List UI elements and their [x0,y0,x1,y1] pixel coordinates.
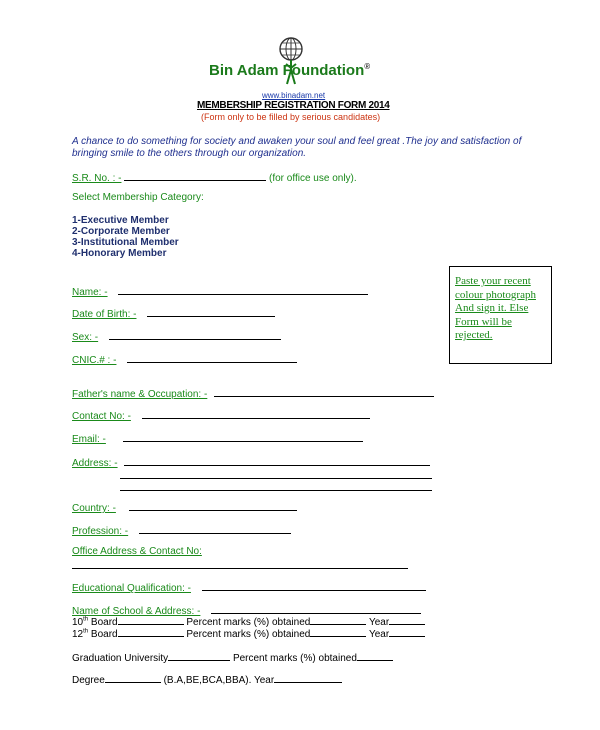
sex-row [72,329,281,343]
address-input-1[interactable] [124,455,430,466]
category-item-honorary[interactable]: 4-Honorary Member [72,248,167,259]
school-input[interactable] [211,603,421,614]
tenth-num: 10 [72,617,84,628]
twelfth-percent-input[interactable] [310,626,366,637]
dob-label: Date of Birth: - [72,309,137,320]
graduation-row [72,650,393,664]
twelfth-row [72,626,425,640]
tenth-year-label: Year [368,617,390,628]
country-row [72,500,297,514]
tenth-th: th [83,616,89,623]
degree-examples: (B.A,BE,BCA,BBA). Year [163,675,275,686]
graduation-univ-label: Graduation University [72,653,169,664]
twelfth-num: 12 [72,629,84,640]
graduation-percent-input[interactable] [357,650,393,661]
form-title: MEMBERSHIP REGISTRATION FORM 2014 [197,100,390,111]
country-label: Country: - [72,503,116,514]
sr-no-label: S.R. No. : - [72,173,122,184]
email-label: Email: - [72,434,106,445]
degree-label: Degree [72,675,105,686]
cnic-label: CNIC.# : - [72,355,117,366]
address-input-2[interactable] [120,468,432,479]
category-item-corporate[interactable]: 2-Corporate Member [72,226,170,237]
twelfth-year-input[interactable] [389,626,425,637]
dob-row [72,306,275,320]
school-label: Name of School & Address: - [72,606,201,617]
father-row [72,386,434,400]
office-row [72,546,202,557]
photo-box[interactable] [449,266,552,364]
category-item-institutional[interactable]: 3-Institutional Member [72,237,179,248]
graduation-percent-label: Percent marks (%) obtained [232,653,357,664]
dob-input[interactable] [147,306,275,317]
twelfth-board-label: Board [90,629,118,640]
contact-input[interactable] [142,408,370,419]
twelfth-th: th [83,628,89,635]
tenth-percent-input[interactable] [310,614,366,625]
profession-label: Profession: - [72,526,129,537]
form-subtitle: (Form only to be filled by serious candidates) [201,112,381,122]
address-row [72,455,430,469]
education-label: Educational Qualification: - [72,583,191,594]
cnic-row [72,352,297,366]
degree-input[interactable] [105,672,161,683]
name-input[interactable] [118,284,368,295]
contact-row [72,408,370,422]
registered-mark: ® [364,62,371,71]
tenth-year-input[interactable] [389,614,425,625]
address-label: Address: - [72,458,118,469]
category-item-executive[interactable]: 1-Executive Member [72,215,169,226]
sr-no-note: (for office use only). [269,173,357,184]
father-label: Father's name & Occupation: - [72,389,208,400]
website-link[interactable]: www.binadam.net [262,91,326,100]
email-row [72,431,363,445]
tenth-board-label: Board [90,617,118,628]
email-input[interactable] [123,431,363,442]
degree-year-input[interactable] [274,672,342,683]
office-label: Office Address & Contact No: [72,546,202,557]
sex-label: Sex: - [72,332,99,343]
profession-input[interactable] [139,523,291,534]
tenth-board-input[interactable] [118,614,184,625]
degree-row [72,672,342,686]
twelfth-year-label: Year [368,629,390,640]
education-row [72,580,426,594]
graduation-univ-input[interactable] [168,650,230,661]
sr-no-row [72,170,357,184]
twelfth-percent-label: Percent marks (%) obtained [186,629,311,640]
sex-input[interactable] [109,329,281,340]
address-input-3[interactable] [120,480,432,491]
twelfth-board-input[interactable] [118,626,184,637]
intro-line-1: A chance to do something for society and awaken your soul and feel great .The joy and satisfaction of [72,136,522,147]
country-input[interactable] [129,500,297,511]
office-input[interactable] [72,558,408,569]
tenth-percent-label: Percent marks (%) obtained [186,617,311,628]
photo-box-text: Paste your recent colour photograph And sign it. Else Form will be rejected. [455,275,536,341]
education-input[interactable] [202,580,426,591]
intro-line-2: bringing smile to the others through our organization. [72,148,307,159]
contact-label: Contact No: - [72,411,131,422]
category-heading: Select Membership Category: [72,192,204,203]
org-name: Bin Adam Foundation® [209,62,371,79]
father-input[interactable] [214,386,434,397]
sr-no-input[interactable] [124,170,266,181]
cnic-input[interactable] [127,352,297,363]
name-row [72,284,368,298]
name-label: Name: - [72,287,108,298]
profession-row [72,523,291,537]
